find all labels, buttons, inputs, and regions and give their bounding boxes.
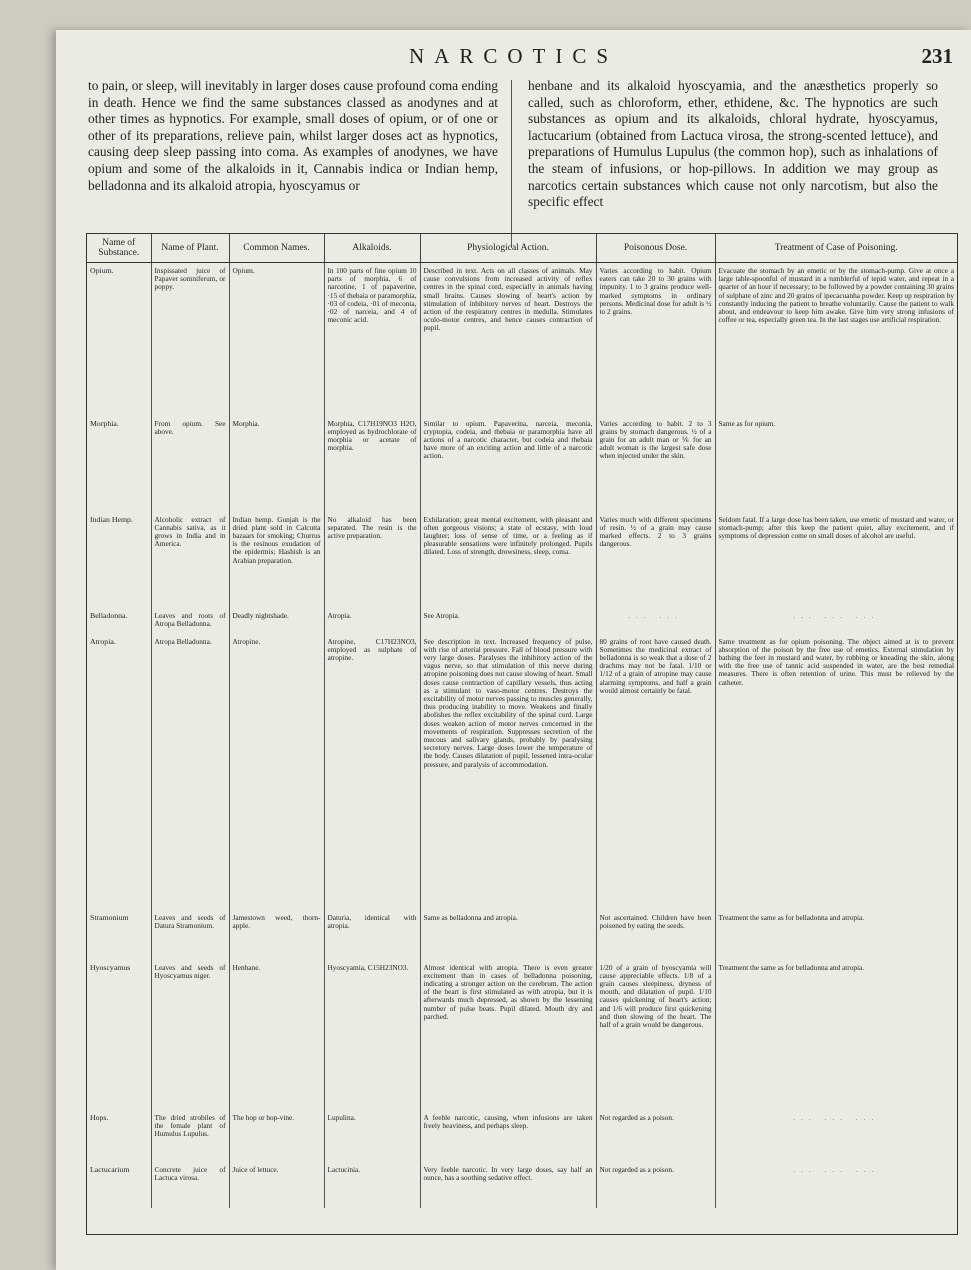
cell-plant: Alcoholic extract of Cannabis sativa, as it grows in India and in America. bbox=[151, 512, 229, 608]
cell-common-names: Juice of lettuce. bbox=[229, 1162, 324, 1208]
running-head bbox=[56, 44, 971, 74]
intro-text bbox=[88, 78, 948, 250]
table-row bbox=[87, 263, 957, 416]
cell-alkaloids: Daturia, identical with atropia. bbox=[324, 910, 420, 960]
header-common-names: Common Names. bbox=[229, 234, 324, 263]
table-row bbox=[87, 1162, 957, 1208]
cell-substance: Atropia. bbox=[87, 634, 151, 910]
cell-alkaloids: Atropia. bbox=[324, 608, 420, 634]
cell-dose: Varies according to habit. Opium eaters can take 20 to 30 grains with impunity. 1 to 3 grains produce well-marked symptoms in ordinary persons. Medicinal dose for adult is ½ to 2 grains. bbox=[596, 263, 715, 416]
cell-treatment: Seldom fatal. If a large dose has been taken, use emetic of mustard and water, or stomach-pump; after this keep the patient quiet, allay excitement, and if symptoms of depression come on small doses of alcohol are useful. bbox=[718, 514, 954, 540]
cell-alkaloids: In 100 parts of fine opium 10 parts of morphia, 6 of narcotine, 1 of papaverine, ·15 of thebaia or paramorphia, ·03 of codeia, ·01 of meconia, ·02 of narceia, and 4 of meconic acid. bbox=[324, 263, 420, 416]
cell-plant: The dried strobiles of the female plant of Humulus Lupulus. bbox=[151, 1110, 229, 1162]
cell-treatment: Evacuate the stomach by an emetic or by the stomach-pump. Give at once a large table-spoonful of mustard in a tumblerful of tepid water, and repeat in a quarter of an hour if necessary; to be followed by a powder containing 30 grains of sulphate of zinc and 20 grains of ipecacuanha powder. Keep up respiration by constantly inducing the patient to breathe voluntarily. Cause the patient to walk about, and endeavour to keep him awake. Give him very strong infusions of coffee or tea, especially green tea. In the last stages use artificial respiration. bbox=[718, 266, 954, 325]
cell-treatment: Treatment the same as for belladonna and atropia. bbox=[718, 962, 865, 972]
table-row bbox=[87, 512, 957, 608]
cell-dose: Not ascertained. Children have been poisoned by eating the seeds. bbox=[596, 910, 715, 960]
table-row bbox=[87, 608, 957, 634]
poisons-table bbox=[86, 233, 958, 1235]
cell-plant: Concrete juice of Lactuca virosa. bbox=[151, 1162, 229, 1208]
cell-common-names: Indian hemp. Gunjah is the dried plant sold in Calcutta bazaars for smoking; Churrus is the resinous exudation of the epidermis; Hashish is an Arabian preparation. bbox=[229, 512, 324, 608]
cell-treatment: ... ... ... bbox=[793, 610, 880, 620]
cell-alkaloids: Atropine, C17H23NO3, employed as sulphate of atropine. bbox=[324, 634, 420, 910]
cell-plant: Leaves and seeds of Datura Stramonium. bbox=[151, 910, 229, 960]
cell-dose: Not regarded as a poison. bbox=[596, 1110, 715, 1162]
cell-dose: 1/20 of a grain of hyoscyamia will cause appreciable effects. 1/8 of a grain causes sleepiness, dryness of mouth, and dilatation of pupil. 1/10 causes quickening of heart's action; and 1/6 will produce first quickening and then slowing of the heart. The half of a grain would be dangerous. bbox=[596, 960, 715, 1110]
column-divider bbox=[511, 80, 512, 248]
cell-treatment: ... ... ... bbox=[793, 1164, 880, 1174]
cell-action: Almost identical with atropia. There is even greater excitement than in cases of belladonna poisoning, indicating a stronger action on the cerebrum. The action of the heart is first stimulated as with atropia, but it is afterwards much depressed, as shown by the lessening number of pulse beats. Pupil dilated. Mouth dry and parched. bbox=[420, 960, 596, 1110]
cell-common-names: Morphia. bbox=[229, 416, 324, 512]
table-row bbox=[87, 1110, 957, 1162]
cell-dose: 80 grains of root have caused death. Sometimes the medicinal extract of belladonna is so weak that a dose of 2 drachms may not be fatal. 1/10 or 1/12 of a grain of atropine may cause alarming symptoms, and half a grain would almost certainly be fatal. bbox=[596, 634, 715, 910]
header-substance: Name of Substance. bbox=[87, 234, 151, 263]
cell-plant: Leaves and seeds of Hyoscyamus niger. bbox=[151, 960, 229, 1110]
cell-dose: Not regarded as a poison. bbox=[596, 1162, 715, 1208]
cell-common-names: Atropine. bbox=[229, 634, 324, 910]
intro-left-column: to pain, or sleep, will inevitably in larger doses cause profound coma ending in death. Hence we find the same substances classed as anodynes and at other times as hypnotics. For example, small doses of opium, or of one or other of its preparations, relieve pain, whilst larger doses act as hypnotics, causing deep sleep passing into coma. As examples of anodynes, we have opium and some of the alkaloids in it, Cannabis indica or Indian hemp, belladonna and its alkaloid atropia, hyoscyamus or bbox=[88, 78, 498, 193]
header-treatment: Treatment of Case of Poisoning. bbox=[715, 234, 957, 263]
cell-substance: Indian Hemp. bbox=[87, 512, 151, 608]
cell-common-names: Deadly nightshade. bbox=[229, 608, 324, 634]
cell-substance: Lactucarium bbox=[87, 1162, 151, 1208]
cell-treatment: Treatment the same as for belladonna and atropia. bbox=[718, 912, 865, 922]
table-row bbox=[87, 416, 957, 512]
cell-action: A feeble narcotic, causing, when infusions are taken freely heaviness, and perhaps sleep. bbox=[420, 1110, 596, 1162]
cell-alkaloids: Hyoscyamia, C15H23NO3. bbox=[324, 960, 420, 1110]
page-title: NARCOTICS bbox=[408, 44, 619, 68]
cell-common-names: Henbane. bbox=[229, 960, 324, 1110]
cell-substance: Belladonna. bbox=[87, 608, 151, 634]
header-poisonous-dose: Poisonous Dose. bbox=[596, 234, 715, 263]
book-page bbox=[56, 30, 971, 1270]
cell-plant: Leaves and roots of Atropa Belladonna. bbox=[151, 608, 229, 634]
cell-action: See description in text. Increased frequency of pulse, with rise of arterial pressure. Fall of blood pressure with very large doses. Paralyses the inhibitory action of the vagus nerve, so that stimulation of this nerve during atropine poisoning does not cause slowing of heart. Small doses cause contraction of capillary vessels, thus acting as a stimulant to vaso-motor centres. Destroys the excitability of motor nerves passing to muscles generally, thus producing inability to move. Weakens and finally abolishes the reflex excitability of the spinal cord. Large doses weaken action of motor nerves concerned in the movements of respiration. Suppresses secretion of the mucous and salivary glands, probably by paralysing secretory nerves. Large doses lower the temperature of the body. Causes dilatation of pupil, lessened intra-ocular pressure, and paralysis of accommodation. bbox=[420, 634, 596, 910]
cell-alkaloids: Lupulina. bbox=[324, 1110, 420, 1162]
cell-action: Described in text. Acts on all classes of animals. May cause convulsions from increased activity of reflex centres in the spinal cord, especially in animals having small brains. Causes slowing of heart's action by stimulation of inhibitory nerves of heart. Destroys the action of the respiratory centres in medulla. Stimulates oculo-motor centres, and hence causes contraction of pupil. bbox=[420, 263, 596, 416]
cell-action: See Atropia. bbox=[420, 608, 596, 634]
cell-treatment: Same as for opium. bbox=[718, 418, 776, 428]
page-number: 231 bbox=[921, 44, 953, 68]
cell-plant: Atropa Belladonna. bbox=[151, 634, 229, 910]
cell-plant: From opium. See above. bbox=[151, 416, 229, 512]
table-header-row bbox=[87, 234, 957, 263]
cell-action: Same as belladonna and atropia. bbox=[420, 910, 596, 960]
cell-substance: Stramonium bbox=[87, 910, 151, 960]
table-row bbox=[87, 910, 957, 960]
intro-right-column: henbane and its alkaloid hyoscyamia, and the anæsthetics properly so called, such as chloroform, ether, ethidene, &c. The hypnotics are such substances as opium and its alkaloids, chloral hydrate, hyoscyamus, lactucarium (obtained from Lactuca virosa, the strong-scented lettuce), and preparations of Humulus Lupulus (the common hop), such as inhalations of the steam of infusions, or hop-pillows. In addition we may group as narcotics certain substances which cause not only narcotism, but also the specific effect bbox=[528, 78, 938, 210]
header-physiological-action: Physiological Action. bbox=[420, 234, 596, 263]
header-alkaloids: Alkaloids. bbox=[324, 234, 420, 263]
cell-action: Very feeble narcotic. In very large doses, say half an ounce, has a soothing sedative effect. bbox=[420, 1162, 596, 1208]
table-row bbox=[87, 634, 957, 910]
cell-treatment: Same treatment as for opium poisoning. The object aimed at is to prevent absorption of the poison by the free use of emetics. External stimulation by bathing the feet in mustard and water, by rubbing or kneading the skin, along with the free use of tannic acid suspended in water, are the best remedial measures. There is often retention of urine. This must be relieved by the catheter. bbox=[718, 636, 954, 687]
cell-dose: Varies much with different specimens of resin. ½ of a grain may cause marked effects. 2 to 3 grains dangerous. bbox=[596, 512, 715, 608]
cell-alkaloids: Lactucinia. bbox=[324, 1162, 420, 1208]
cell-action: Exhilaration; great mental excitement, with pleasant and often gorgeous visions; a state of ecstasy, with loud laughter; loss of sense of time, or a feeling as if pleasurable sensations were infinitely prolonged. Pupils dilated. Loss of strength, drowsiness, sleep, coma. bbox=[420, 512, 596, 608]
cell-treatment: ... ... ... bbox=[793, 1112, 880, 1122]
cell-substance: Opium. bbox=[87, 263, 151, 416]
cell-common-names: Opium. bbox=[229, 263, 324, 416]
cell-plant: Inspissated juice of Papaver somniferum, or poppy. bbox=[151, 263, 229, 416]
cell-alkaloids: Morphia, C17H19NO3 H2O, employed as hydrochlorate of morphia or acetate of morphia. bbox=[324, 416, 420, 512]
cell-alkaloids: No alkaloid has been separated. The resin is the active preparation. bbox=[324, 512, 420, 608]
cell-common-names: Jamestown weed, thorn-apple. bbox=[229, 910, 324, 960]
cell-substance: Morphia. bbox=[87, 416, 151, 512]
cell-common-names: The hop or hop-vine. bbox=[229, 1110, 324, 1162]
header-plant: Name of Plant. bbox=[151, 234, 229, 263]
cell-dose: ... ... bbox=[596, 608, 715, 634]
cell-action: Similar to opium. Papaverina, narceia, meconia, cryptopia, codeia, and thebaia or paramorphia have all actions of a narcotic character, but codeia and thebaia have more of an exciting action and little of a narcotic action. bbox=[420, 416, 596, 512]
table-row bbox=[87, 960, 957, 1110]
cell-substance: Hops. bbox=[87, 1110, 151, 1162]
cell-dose: Varies according to habit. 2 to 3 grains by stomach dangerous. ½ of a grain for an adult man or ⅙ for an adult woman is the largest safe dose when injected under the skin. bbox=[596, 416, 715, 512]
cell-substance: Hyoscyamus bbox=[87, 960, 151, 1110]
